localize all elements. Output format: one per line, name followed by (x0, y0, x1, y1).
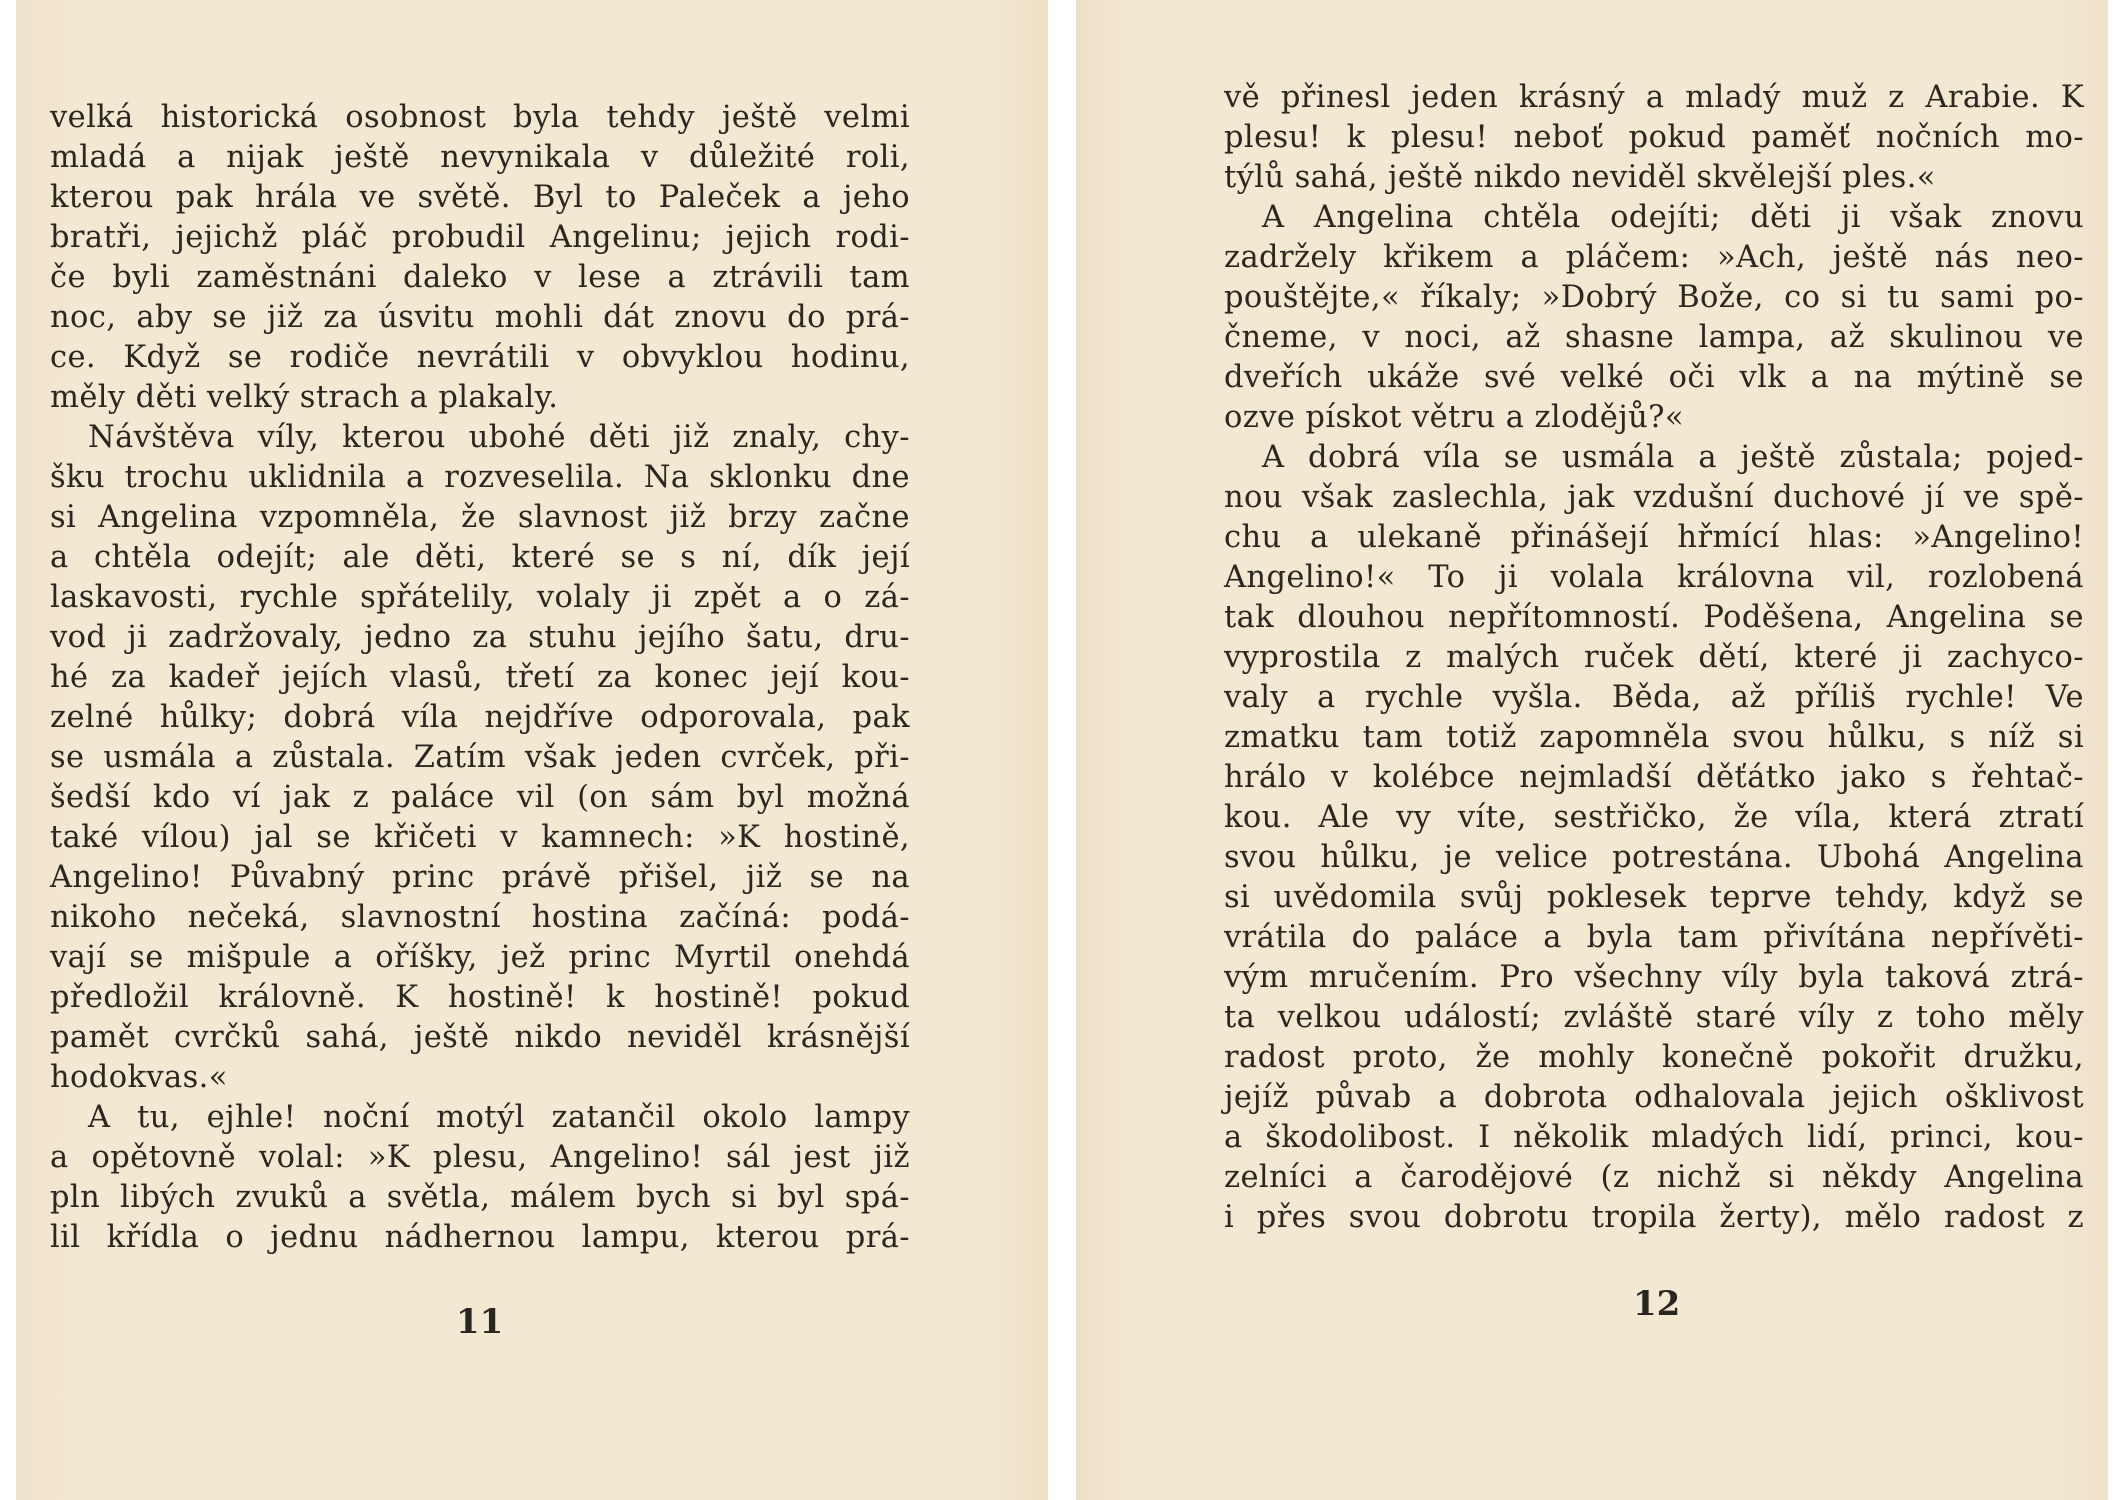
text-line: chu a ulekaně přinášejí hřmící hlas: »Angelino! (1224, 520, 2084, 555)
text-line: vě přinesl jeden krásný a mladý muž z Arabie. K (1224, 80, 2084, 115)
text-line: zadržely křikem a pláčem: »Ach, ještě nás neo- (1224, 240, 2084, 275)
text-line: vým mručením. Pro všechny víly byla taková ztrá- (1224, 960, 2084, 995)
text-line: plesu! k plesu! neboť pokud paměť nočních mo- (1224, 120, 2084, 155)
text-line: A dobrá víla se usmála a ještě zůstala; pojed- (1262, 440, 2084, 475)
page-number: 12 (1633, 1284, 1681, 1324)
text-line: pouštějte,« říkaly; »Dobrý Bože, co si tu sami po- (1224, 280, 2084, 315)
text-line: ta velkou událostí; zvláště staré víly z toho měly (1224, 1000, 2084, 1035)
text-line: Angelino!« To ji volala královna vil, rozlobená (1224, 560, 2084, 595)
text-line: ce. Když se rodiče nevrátili v obvyklou hodinu, (50, 340, 910, 375)
text-line: če byli zaměstnáni daleko v lese a ztrávili tam (50, 260, 910, 295)
text-line: valy a rychle vyšla. Běda, až příliš rychle! Ve (1224, 680, 2084, 715)
text-line: laskavosti, rychle spřátelily, volaly ji zpět a o zá- (50, 580, 910, 615)
text-line: vod ji zadržovaly, jedno za stuhu jejího šatu, dru- (50, 620, 910, 655)
right-page (1076, 0, 2108, 1500)
text-line: hodokvas.« (50, 1060, 228, 1095)
text-line: měly děti velký strach a plakaly. (50, 380, 559, 415)
text-line: nikoho nečeká, slavnostní hostina začíná: podá- (50, 900, 910, 935)
text-line: A tu, ejhle! noční motýl zatančil okolo lampy (88, 1100, 910, 1135)
text-line: a chtěla odejít; ale děti, které se s ní, dík její (50, 540, 910, 575)
text-line: si Angelina vzpomněla, že slavnost již brzy začne (50, 500, 910, 535)
text-line: a opětovně volal: »K plesu, Angelino! sál jest již (50, 1140, 910, 1175)
text-line: jejíž půvab a dobrota odhalovala jejich ošklivost (1224, 1080, 2084, 1115)
text-line: tak dlouhou nepřítomností. Poděšena, Angelina se (1224, 600, 2084, 635)
text-line: se usmála a zůstala. Zatím však jeden cvrček, při- (50, 740, 910, 775)
text-line: zelníci a čarodějové (z nichž si někdy Angelina (1224, 1160, 2084, 1195)
text-line: i přes svou dobrotu tropila žerty), mělo radost z (1224, 1200, 2084, 1235)
text-line: si uvědomila svůj poklesek teprve tehdy, když se (1224, 880, 2084, 915)
text-line: zelné hůlky; dobrá víla nejdříve odporovala, pak (50, 700, 910, 735)
text-line: radost proto, že mohly konečně pokořit družku, (1224, 1040, 2084, 1075)
right-page-text (1224, 78, 2084, 1238)
text-line: A Angelina chtěla odejíti; děti ji však znovu (1262, 200, 2084, 235)
text-line: zmatku tam totiž zapomněla svou hůlku, s níž si (1224, 720, 2084, 755)
text-line: také vílou) jal se křičeti v kamnech: »K hostině, (50, 820, 910, 855)
text-line: Angelino! Půvabný princ právě přišel, již se na (50, 860, 910, 895)
text-line: vají se mišpule a oříšky, jež princ Myrtil onehdá (50, 940, 910, 975)
text-line: bratři, jejichž pláč probudil Angelinu; jejich rodi- (50, 220, 910, 255)
text-line: nou však zaslechla, jak vzdušní duchové jí ve spě- (1224, 480, 2084, 515)
page-number: 11 (456, 1302, 504, 1342)
text-line: šku trochu uklidnila a rozveselila. Na sklonku dne (50, 460, 910, 495)
text-line: dveřích ukáže své velké oči vlk a na mýtině se (1224, 360, 2084, 395)
text-line: pamět cvrčků sahá, ještě nikdo neviděl krásnější (50, 1020, 910, 1055)
text-line: velká historická osobnost byla tehdy ještě velmi (50, 100, 910, 135)
text-line: vyprostila z malých ruček dětí, které ji zachyco- (1224, 640, 2084, 675)
text-line: svou hůlku, je velice potrestána. Ubohá Angelina (1224, 840, 2084, 875)
text-line: týlů sahá, ještě nikdo neviděl skvělejší ples.« (1224, 160, 1936, 195)
text-line: kterou pak hrála ve světě. Byl to Paleček a jeho (50, 180, 910, 215)
text-line: mladá a nijak ještě nevynikala v důležité roli, (50, 140, 910, 175)
text-line: hrálo v kolébce nejmladší děťátko jako s řehtač- (1224, 760, 2084, 795)
text-line: kou. Ale vy víte, sestřičko, že víla, která ztratí (1224, 800, 2084, 835)
left-page-text (50, 98, 910, 1258)
text-line: čneme, v noci, až shasne lampa, až skulinou ve (1224, 320, 2084, 355)
text-line: noc, aby se již za úsvitu mohli dát znovu do prá- (50, 300, 910, 335)
text-line: ozve pískot větru a zlodějů?« (1224, 400, 1684, 435)
text-line: předložil královně. K hostině! k hostině! pokud (50, 980, 910, 1015)
text-line: Návštěva víly, kterou ubohé děti již znaly, chy- (88, 420, 910, 455)
text-line: hé za kadeř jejích vlasů, třetí za konec její kou- (50, 660, 910, 695)
text-line: šedší kdo ví jak z paláce vil (on sám byl možná (50, 780, 910, 815)
text-line: vrátila do paláce a byla tam přivítána nepřívěti- (1224, 920, 2084, 955)
text-line: a škodolibost. I několik mladých lidí, princi, kou- (1224, 1120, 2084, 1155)
text-line: pln libých zvuků a světla, málem bych si byl spá- (50, 1180, 910, 1215)
text-line: lil křídla o jednu nádhernou lampu, kterou prá- (50, 1220, 910, 1255)
left-page (16, 0, 1048, 1500)
